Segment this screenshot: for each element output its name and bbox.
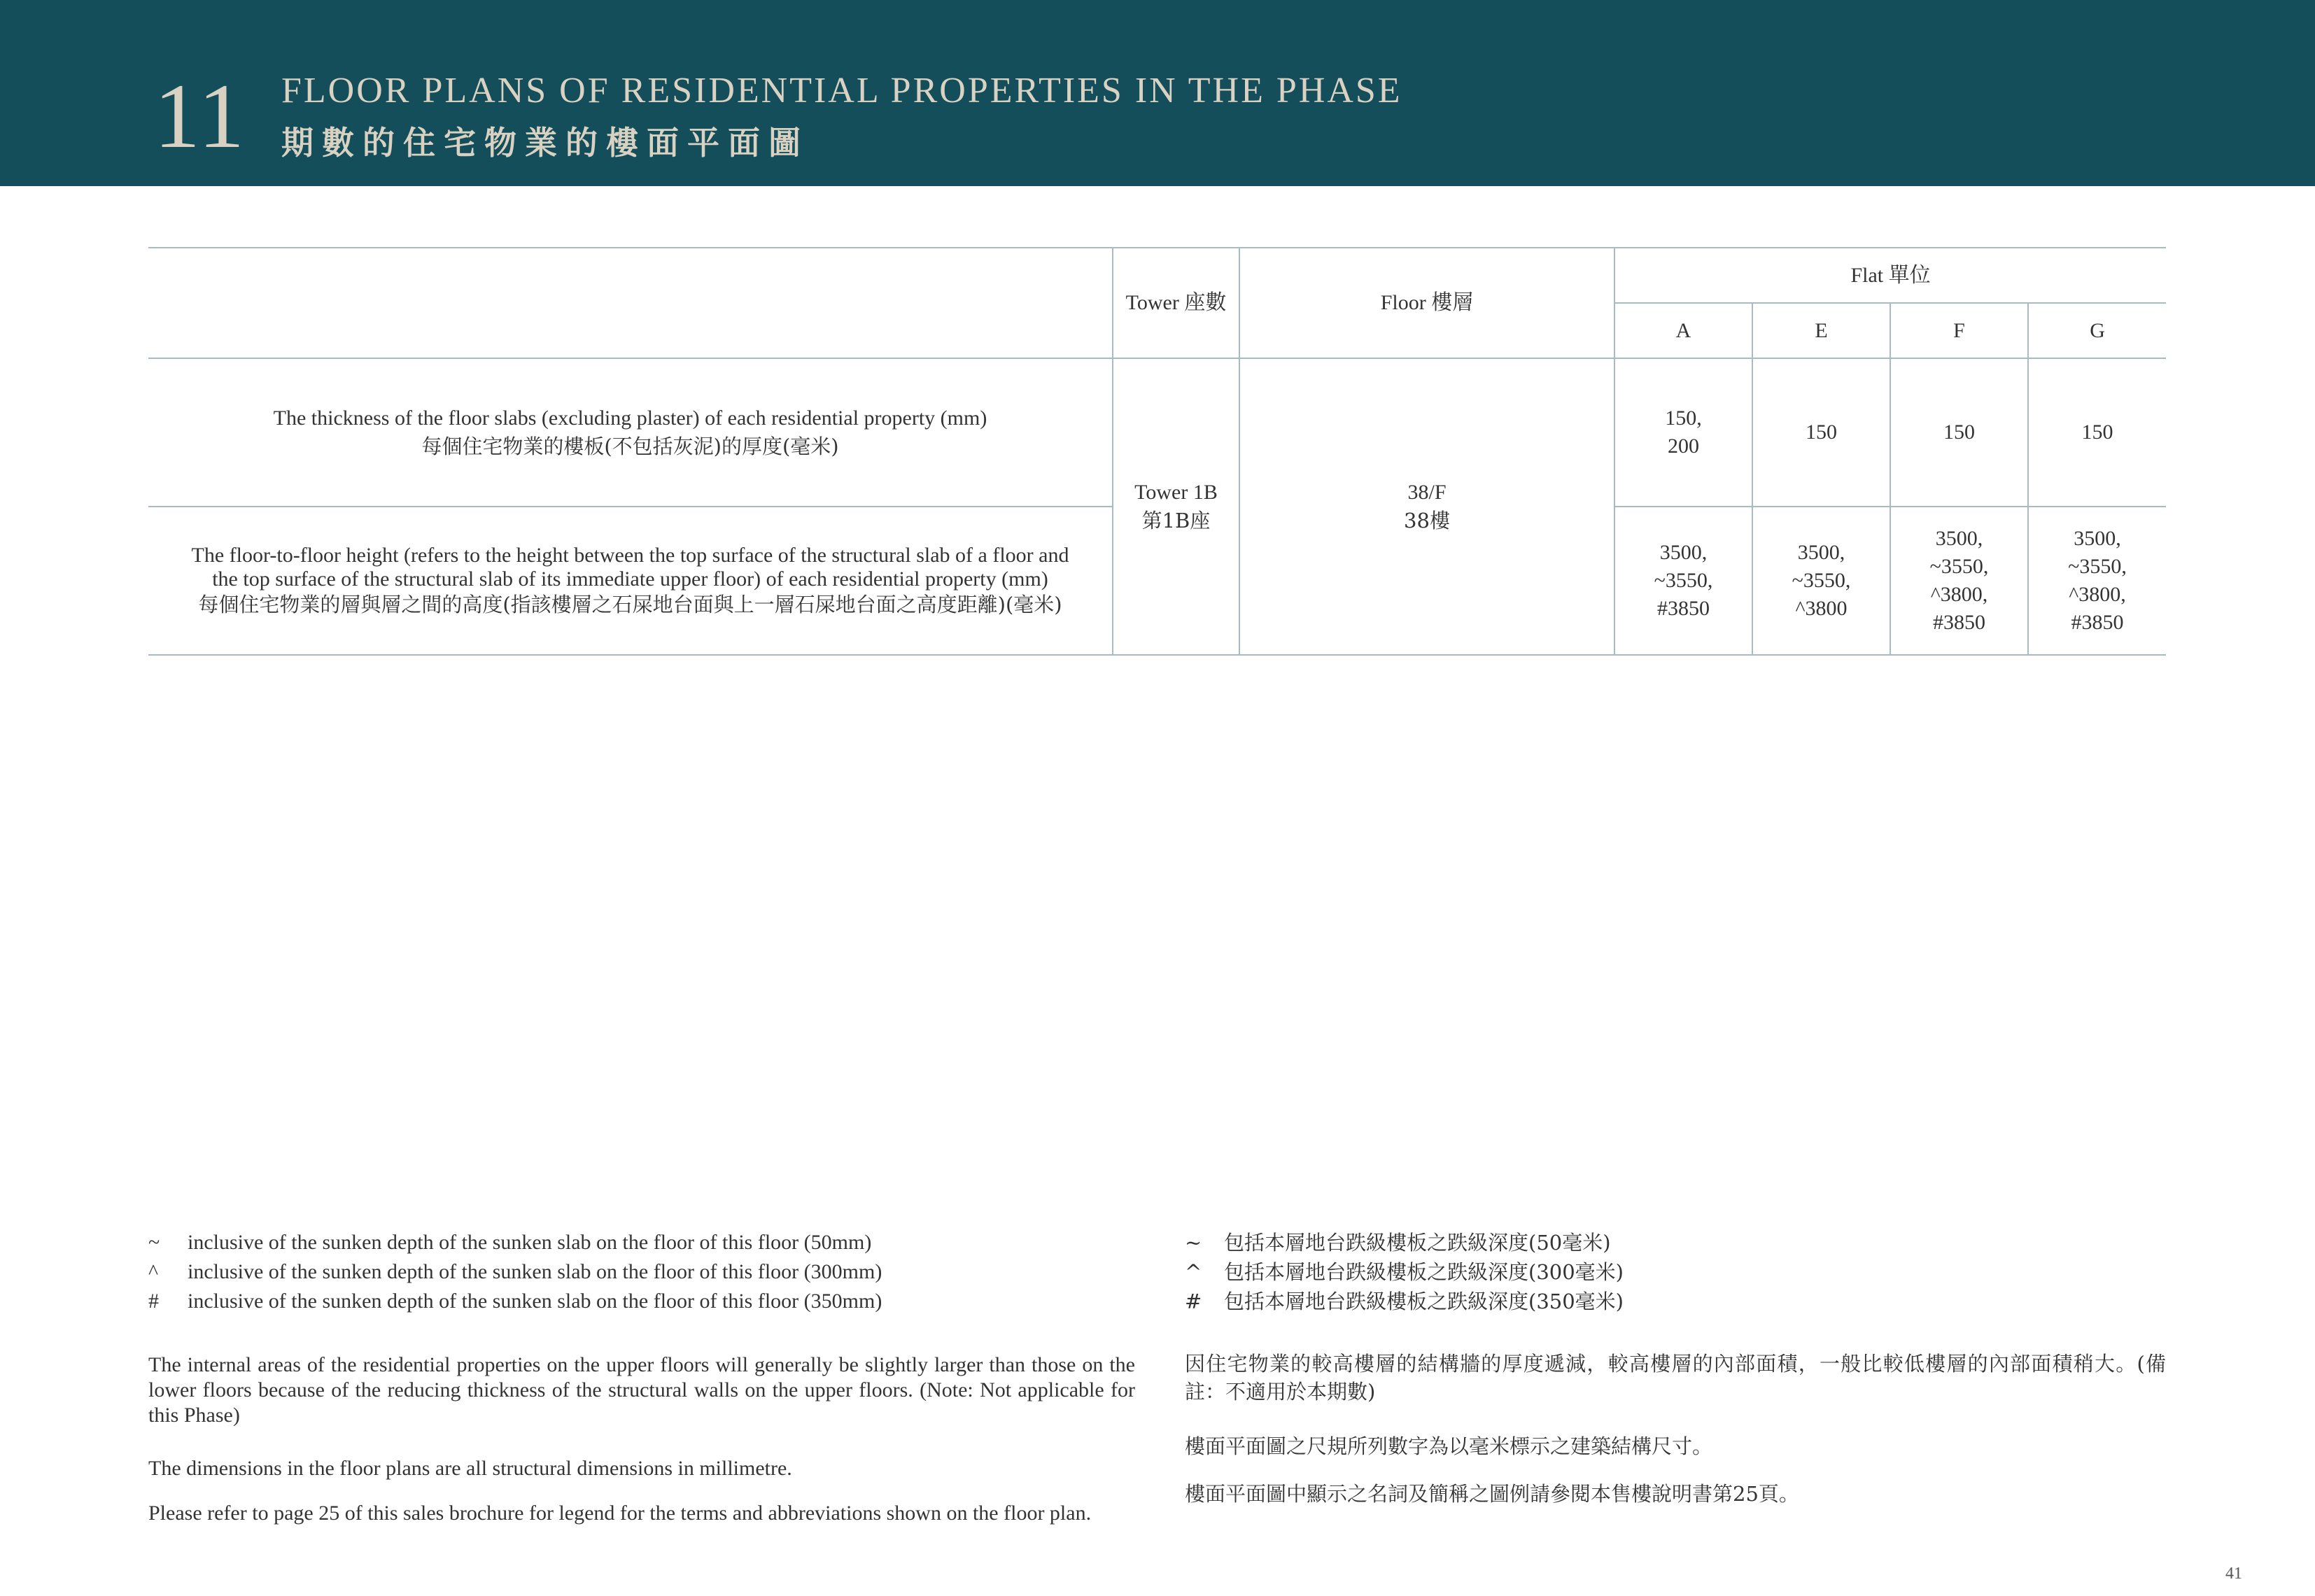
note-symbol: # bbox=[148, 1290, 159, 1313]
note-row bbox=[148, 1287, 1135, 1316]
section-title-en: FLOOR PLANS OF RESIDENTIAL PROPERTIES IN THE PHASE bbox=[281, 71, 1402, 111]
header-flat-g: G bbox=[2028, 303, 2166, 358]
section-title-zh: 期數的住宅物業的樓面平面圖 bbox=[281, 124, 809, 162]
height-value-a: 3500, ~3550, #3850 bbox=[1614, 507, 1752, 655]
tower-cell: Tower 1B 第1B座 bbox=[1113, 358, 1239, 655]
header-blank-cell bbox=[148, 248, 1113, 358]
note-text: 包括本層地台跌級樓板之跌級深度(300毫米) bbox=[1224, 1260, 1624, 1284]
note-symbol: ^ bbox=[1185, 1260, 1202, 1284]
header-tower: Tower 座數 bbox=[1113, 248, 1239, 358]
slab-value-g: 150 bbox=[2028, 358, 2166, 507]
note-row bbox=[1185, 1287, 2166, 1316]
header-floor: Floor 樓層 bbox=[1239, 248, 1614, 358]
notes-english bbox=[148, 1228, 1135, 1526]
slab-value-f: 150 bbox=[1890, 358, 2028, 507]
floor-data-table bbox=[148, 247, 2166, 656]
slab-value-e: 150 bbox=[1752, 358, 1890, 507]
note-text: inclusive of the sunken depth of the sunken slab on the floor of this floor (350mm) bbox=[188, 1290, 882, 1313]
section-number: 11 bbox=[154, 64, 246, 167]
page-number: 41 bbox=[2225, 1565, 2242, 1583]
note-text: 包括本層地台跌級樓板之跌級深度(350毫米) bbox=[1224, 1290, 1624, 1313]
note-paragraph-dimensions-zh: 樓面平面圖之尺規所列數字為以毫米標示之建築結構尺寸。 bbox=[1185, 1434, 1713, 1458]
note-row bbox=[148, 1257, 1135, 1287]
note-paragraph-legend: Please refer to page 25 of this sales brochure for legend for the terms and abbreviations shown on the floor plan. bbox=[148, 1502, 1092, 1525]
note-text: 包括本層地台跌級樓板之跌級深度(50毫米) bbox=[1224, 1231, 1611, 1255]
row-floor-height-label: The floor-to-floor height (refers to the height between the top surface of the structural slab of a floor and the top surface of the structural slab of its immediate upper floor) of each residential property (mm) 每個住宅物業的層與層之間的高度(指該樓層之石屎地台面與上一層石屎地台面之高度距離)(毫米) bbox=[148, 507, 1113, 655]
header-flat: Flat 單位 bbox=[1614, 248, 2166, 303]
note-paragraph-internal-areas-zh: 因住宅物業的較高樓層的結構牆的厚度遞減，較高樓層的內部面積，一般比較低樓層的內部面積稍大。(備註：不適用於本期數) bbox=[1185, 1352, 2166, 1404]
header-flat-f: F bbox=[1890, 303, 2028, 358]
note-paragraph-internal-areas: The internal areas of the residential properties on the upper floors will generally be slightly larger than those on the lower floors because of the reducing thickness of the structural walls on the upper floors. (Note: Not applicable for this Phase) bbox=[148, 1353, 1135, 1427]
header-flat-e: E bbox=[1752, 303, 1890, 358]
note-symbol: ~ bbox=[1185, 1231, 1202, 1255]
note-text: inclusive of the sunken depth of the sunken slab on the floor of this floor (50mm) bbox=[188, 1231, 872, 1254]
height-value-g: 3500, ~3550, ^3800, #3850 bbox=[2028, 507, 2166, 655]
floor-cell: 38/F 38樓 bbox=[1239, 358, 1614, 655]
note-paragraph-legend-zh: 樓面平面圖中顯示之名詞及簡稱之圖例請參閱本售樓說明書第25頁。 bbox=[1185, 1482, 1799, 1506]
height-value-f: 3500, ~3550, ^3800, #3850 bbox=[1890, 507, 2028, 655]
note-row bbox=[148, 1228, 1135, 1257]
notes-chinese bbox=[1185, 1228, 2166, 1506]
note-row bbox=[1185, 1257, 2166, 1287]
note-symbol: ~ bbox=[148, 1231, 160, 1254]
row-slab-thickness-label: The thickness of the floor slabs (excluding plaster) of each residential property (mm) 每個住宅物業的樓板(不包括灰泥)的厚度(毫米) bbox=[148, 358, 1113, 507]
note-symbol: # bbox=[1185, 1290, 1202, 1313]
header-flat-a: A bbox=[1614, 303, 1752, 358]
note-symbol: ^ bbox=[148, 1260, 159, 1283]
note-paragraph-dimensions: The dimensions in the floor plans are all structural dimensions in millimetre. bbox=[148, 1457, 792, 1480]
note-text: inclusive of the sunken depth of the sunken slab on the floor of this floor (300mm) bbox=[188, 1260, 882, 1283]
slab-value-a: 150, 200 bbox=[1614, 358, 1752, 507]
section-header bbox=[0, 0, 2315, 186]
height-value-e: 3500, ~3550, ^3800 bbox=[1752, 507, 1890, 655]
note-row bbox=[1185, 1228, 2166, 1257]
